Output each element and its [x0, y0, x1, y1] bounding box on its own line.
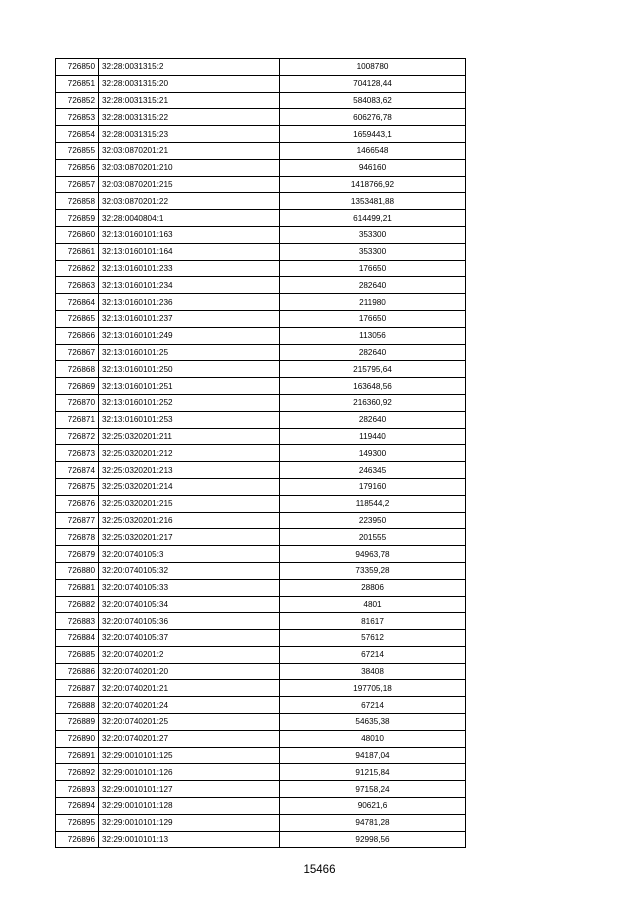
row-id-cell: 726881: [56, 579, 99, 596]
table-row: [56, 512, 466, 529]
table-row: [56, 747, 466, 764]
cadastral-value-cell: 48010: [280, 730, 466, 747]
cadastral-value-cell: 67214: [280, 646, 466, 663]
cadastral-number-cell: 32:13:0160101:251: [99, 378, 280, 395]
table-row: [56, 59, 466, 76]
cadastral-number-cell: 32:25:0320201:216: [99, 512, 280, 529]
row-id-cell: 726860: [56, 226, 99, 243]
row-id-cell: 726868: [56, 361, 99, 378]
table-row: [56, 411, 466, 428]
cadastral-value-cell: 1008780: [280, 59, 466, 76]
cadastral-value-cell: 67214: [280, 697, 466, 714]
cadastral-number-cell: 32:29:0010101:128: [99, 798, 280, 815]
cadastral-value-cell: 1659443,1: [280, 126, 466, 143]
row-id-cell: 726858: [56, 193, 99, 210]
table-row: [56, 714, 466, 731]
cadastral-value-cell: 282640: [280, 344, 466, 361]
cadastral-number-cell: 32:13:0160101:236: [99, 294, 280, 311]
cadastral-number-cell: 32:13:0160101:253: [99, 411, 280, 428]
table-row: [56, 646, 466, 663]
table-row: [56, 378, 466, 395]
cadastral-number-cell: 32:13:0160101:250: [99, 361, 280, 378]
table-row: [56, 630, 466, 647]
cadastral-value-cell: 353300: [280, 243, 466, 260]
cadastral-number-cell: 32:29:0010101:125: [99, 747, 280, 764]
row-id-cell: 726862: [56, 260, 99, 277]
row-id-cell: 726867: [56, 344, 99, 361]
row-id-cell: 726883: [56, 613, 99, 630]
cadastral-value-cell: 97158,24: [280, 781, 466, 798]
cadastral-value-cell: 246345: [280, 462, 466, 479]
table-row: [56, 327, 466, 344]
row-id-cell: 726889: [56, 714, 99, 731]
row-id-cell: 726855: [56, 142, 99, 159]
cadastral-number-cell: 32:13:0160101:252: [99, 394, 280, 411]
cadastral-number-cell: 32:20:0740201:25: [99, 714, 280, 731]
cadastral-value-cell: 81617: [280, 613, 466, 630]
cadastral-value-cell: 90621,6: [280, 798, 466, 815]
cadastral-value-cell: 4801: [280, 596, 466, 613]
cadastral-number-cell: 32:03:0870201:215: [99, 176, 280, 193]
cadastral-number-cell: 32:20:0740105:32: [99, 562, 280, 579]
row-id-cell: 726893: [56, 781, 99, 798]
cadastral-value-cell: 223950: [280, 512, 466, 529]
table-row: [56, 260, 466, 277]
table-row: [56, 613, 466, 630]
table-row: [56, 193, 466, 210]
cadastral-number-cell: 32:28:0031315:20: [99, 75, 280, 92]
cadastral-value-cell: 353300: [280, 226, 466, 243]
table-row: [56, 478, 466, 495]
table-row: [56, 394, 466, 411]
cadastral-number-cell: 32:13:0160101:237: [99, 310, 280, 327]
cadastral-value-cell: 1466548: [280, 142, 466, 159]
row-id-cell: 726885: [56, 646, 99, 663]
row-id-cell: 726884: [56, 630, 99, 647]
table-row: [56, 764, 466, 781]
cadastral-number-cell: 32:25:0320201:212: [99, 445, 280, 462]
row-id-cell: 726876: [56, 495, 99, 512]
cadastral-value-cell: 176650: [280, 310, 466, 327]
cadastral-value-cell: 215795,64: [280, 361, 466, 378]
cadastral-value-cell: 282640: [280, 277, 466, 294]
cadastral-value-cell: 113056: [280, 327, 466, 344]
row-id-cell: 726875: [56, 478, 99, 495]
cadastral-value-cell: 119440: [280, 428, 466, 445]
cadastral-number-cell: 32:25:0320201:217: [99, 529, 280, 546]
table-row: [56, 226, 466, 243]
cadastral-value-cell: 211980: [280, 294, 466, 311]
cadastral-value-cell: 73359,28: [280, 562, 466, 579]
row-id-cell: 726857: [56, 176, 99, 193]
cadastral-value-cell: 57612: [280, 630, 466, 647]
row-id-cell: 726863: [56, 277, 99, 294]
table-row: [56, 142, 466, 159]
cadastral-value-cell: 54635,38: [280, 714, 466, 731]
table-row: [56, 495, 466, 512]
row-id-cell: 726852: [56, 92, 99, 109]
row-id-cell: 726865: [56, 310, 99, 327]
cadastral-value-cell: 38408: [280, 663, 466, 680]
table-row: [56, 159, 466, 176]
row-id-cell: 726856: [56, 159, 99, 176]
table-row: [56, 428, 466, 445]
cadastral-value-cell: 216360,92: [280, 394, 466, 411]
cadastral-value-cell: 163648,56: [280, 378, 466, 395]
cadastral-number-cell: 32:20:0740201:2: [99, 646, 280, 663]
cadastral-number-cell: 32:28:0040804:1: [99, 210, 280, 227]
cadastral-value-cell: 94963,78: [280, 546, 466, 563]
row-id-cell: 726895: [56, 814, 99, 831]
table-row: [56, 445, 466, 462]
table-body: [56, 59, 466, 848]
cadastral-number-cell: 32:13:0160101:249: [99, 327, 280, 344]
cadastral-number-cell: 32:20:0740201:20: [99, 663, 280, 680]
cadastral-number-cell: 32:29:0010101:13: [99, 831, 280, 848]
table-row: [56, 730, 466, 747]
table-row: [56, 126, 466, 143]
table-row: [56, 361, 466, 378]
table-row: [56, 109, 466, 126]
cadastral-number-cell: 32:25:0320201:214: [99, 478, 280, 495]
cadastral-number-cell: 32:28:0031315:2: [99, 59, 280, 76]
table-row: [56, 663, 466, 680]
cadastral-number-cell: 32:29:0010101:129: [99, 814, 280, 831]
cadastral-number-cell: 32:20:0740201:21: [99, 680, 280, 697]
cadastral-number-cell: 32:03:0870201:22: [99, 193, 280, 210]
row-id-cell: 726850: [56, 59, 99, 76]
row-id-cell: 726851: [56, 75, 99, 92]
cadastral-number-cell: 32:29:0010101:127: [99, 781, 280, 798]
row-id-cell: 726871: [56, 411, 99, 428]
row-id-cell: 726859: [56, 210, 99, 227]
cadastral-value-cell: 92998,56: [280, 831, 466, 848]
row-id-cell: 726882: [56, 596, 99, 613]
row-id-cell: 726890: [56, 730, 99, 747]
row-id-cell: 726866: [56, 327, 99, 344]
table-row: [56, 529, 466, 546]
cadastral-number-cell: 32:28:0031315:21: [99, 92, 280, 109]
row-id-cell: 726891: [56, 747, 99, 764]
row-id-cell: 726892: [56, 764, 99, 781]
cadastral-value-cell: 606276,78: [280, 109, 466, 126]
row-id-cell: 726854: [56, 126, 99, 143]
row-id-cell: 726878: [56, 529, 99, 546]
table-row: [56, 579, 466, 596]
row-id-cell: 726887: [56, 680, 99, 697]
cadastral-value-cell: 94781,28: [280, 814, 466, 831]
table-row: [56, 243, 466, 260]
table-row: [56, 814, 466, 831]
cadastral-value-cell: 1353481,88: [280, 193, 466, 210]
table-row: [56, 781, 466, 798]
cadastral-number-cell: 32:25:0320201:215: [99, 495, 280, 512]
cadastral-number-cell: 32:13:0160101:163: [99, 226, 280, 243]
row-id-cell: 726853: [56, 109, 99, 126]
row-id-cell: 726880: [56, 562, 99, 579]
cadastral-number-cell: 32:03:0870201:21: [99, 142, 280, 159]
row-id-cell: 726894: [56, 798, 99, 815]
row-id-cell: 726864: [56, 294, 99, 311]
cadastral-value-cell: 91215,84: [280, 764, 466, 781]
cadastral-number-cell: 32:25:0320201:211: [99, 428, 280, 445]
table-row: [56, 294, 466, 311]
cadastral-number-cell: 32:13:0160101:164: [99, 243, 280, 260]
table-row: [56, 310, 466, 327]
page-number: 15466: [303, 864, 336, 876]
row-id-cell: 726886: [56, 663, 99, 680]
row-id-cell: 726874: [56, 462, 99, 479]
row-id-cell: 726861: [56, 243, 99, 260]
cadastral-value-cell: 584083,62: [280, 92, 466, 109]
table-row: [56, 798, 466, 815]
row-id-cell: 726877: [56, 512, 99, 529]
cadastral-number-cell: 32:20:0740105:36: [99, 613, 280, 630]
table-row: [56, 344, 466, 361]
table-row: [56, 546, 466, 563]
cadastral-value-cell: 201555: [280, 529, 466, 546]
row-id-cell: 726872: [56, 428, 99, 445]
cadastral-number-cell: 32:20:0740105:34: [99, 596, 280, 613]
row-id-cell: 726869: [56, 378, 99, 395]
cadastral-number-cell: 32:20:0740201:27: [99, 730, 280, 747]
row-id-cell: 726873: [56, 445, 99, 462]
row-id-cell: 726888: [56, 697, 99, 714]
cadastral-number-cell: 32:20:0740201:24: [99, 697, 280, 714]
cadastral-number-cell: 32:29:0010101:126: [99, 764, 280, 781]
table-row: [56, 596, 466, 613]
table-row: [56, 92, 466, 109]
table-row: [56, 75, 466, 92]
cadastral-value-cell: 1418766,92: [280, 176, 466, 193]
cadastral-number-cell: 32:13:0160101:234: [99, 277, 280, 294]
table-row: [56, 831, 466, 848]
row-id-cell: 726879: [56, 546, 99, 563]
table-row: [56, 562, 466, 579]
cadastral-number-cell: 32:28:0031315:23: [99, 126, 280, 143]
cadastral-value-cell: 946160: [280, 159, 466, 176]
cadastral-number-cell: 32:25:0320201:213: [99, 462, 280, 479]
cadastral-number-cell: 32:28:0031315:22: [99, 109, 280, 126]
cadastral-value-cell: 197705,18: [280, 680, 466, 697]
table-row: [56, 277, 466, 294]
cadastral-value-cell: 282640: [280, 411, 466, 428]
cadastral-value-cell: 704128,44: [280, 75, 466, 92]
cadastral-number-cell: 32:13:0160101:25: [99, 344, 280, 361]
cadastral-value-cell: 179160: [280, 478, 466, 495]
table-row: [56, 176, 466, 193]
cadastral-number-cell: 32:20:0740105:37: [99, 630, 280, 647]
cadastral-number-cell: 32:13:0160101:233: [99, 260, 280, 277]
table-row: [56, 462, 466, 479]
cadastral-number-cell: 32:03:0870201:210: [99, 159, 280, 176]
cadastral-value-cell: 28806: [280, 579, 466, 596]
row-id-cell: 726896: [56, 831, 99, 848]
cadastral-number-cell: 32:20:0740105:3: [99, 546, 280, 563]
cadastral-value-cell: 118544,2: [280, 495, 466, 512]
cadastral-value-cell: 176650: [280, 260, 466, 277]
table-row: [56, 697, 466, 714]
cadastral-value-cell: 94187,04: [280, 747, 466, 764]
table-row: [56, 680, 466, 697]
cadastral-value-cell: 149300: [280, 445, 466, 462]
cadastral-value-table: [55, 58, 466, 848]
cadastral-value-cell: 614499,21: [280, 210, 466, 227]
row-id-cell: 726870: [56, 394, 99, 411]
table-row: [56, 210, 466, 227]
cadastral-number-cell: 32:20:0740105:33: [99, 579, 280, 596]
